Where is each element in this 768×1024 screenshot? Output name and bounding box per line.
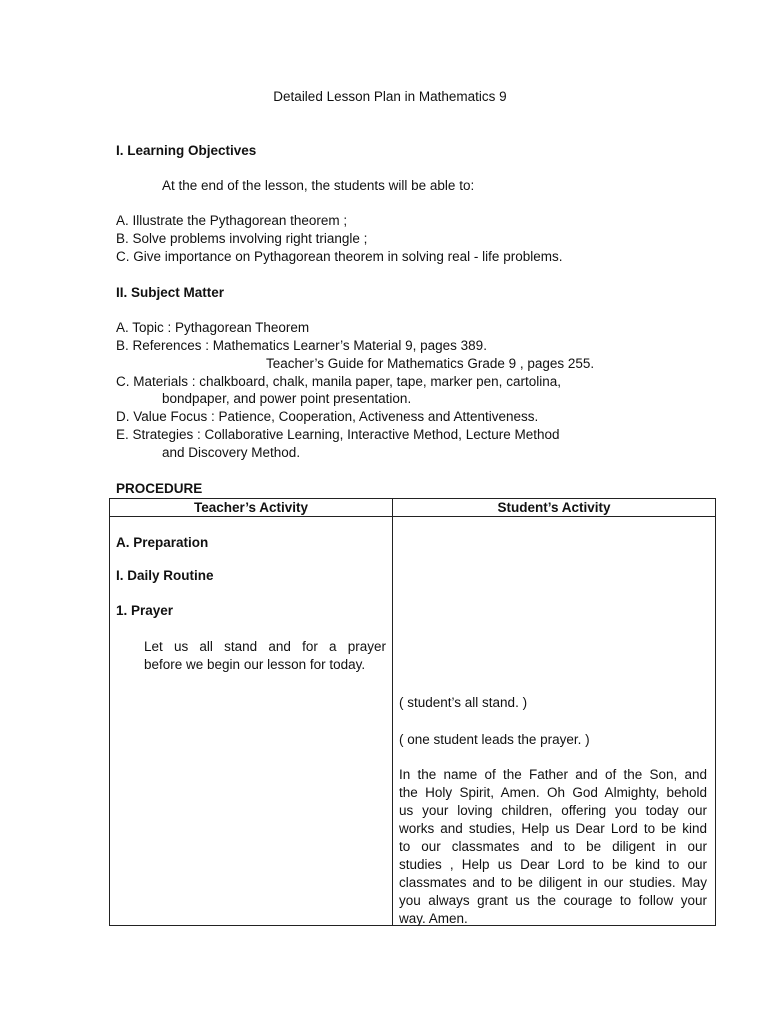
prayer-label: 1. Prayer [116,603,174,618]
procedure-table [109,498,716,926]
prayer-text-line: In the name of the Father and of the Son, and [399,767,707,782]
prayer-text-line: works and studies, Help us Dear Lord to be kind [399,821,707,836]
prayer-text-line: classmates and to be diligent in our studies. May [399,875,707,890]
student-activity-cell [393,517,716,926]
table-row [110,517,716,926]
prayer-text-line: you always grant us the courage to follow your [399,893,707,908]
subject-strategies-cont: and Discovery Method. [162,445,301,460]
teacher-activity-header: Teacher’s Activity [110,499,393,517]
subject-references-cont: Teacher’s Guide for Mathematics Grade 9 , pages 255. [266,356,595,371]
student-leads-note: ( one student leads the prayer. ) [399,732,590,747]
procedure-heading: PROCEDURE [116,481,203,496]
subject-materials: C. Materials : chalkboard, chalk, manila paper, tape, marker pen, cartolina, [116,374,561,389]
subject-value-focus: D. Value Focus : Patience, Cooperation, Activeness and Attentiveness. [116,409,539,424]
subject-strategies: E. Strategies : Collaborative Learning, Interactive Method, Lecture Method [116,427,560,442]
teacher-activity-cell [110,517,393,926]
objective-item: C. Give importance on Pythagorean theorem in solving real - life problems. [116,249,563,264]
subject-topic: A. Topic : Pythagorean Theorem [116,320,310,335]
subject-materials-cont: bondpaper, and power point presentation. [162,391,412,406]
prayer-text-line: the Holy Spirit, Amen. Oh God Almighty, behold [399,785,707,800]
objectives-intro: At the end of the lesson, the students will be able to: [162,178,475,193]
daily-routine-label: I. Daily Routine [116,568,214,583]
prayer-text-line: to our classmates and to be diligent in our [399,839,707,854]
objective-item: B. Solve problems involving right triangle ; [116,231,368,246]
subject-references: B. References : Mathematics Learner’s Material 9, pages 389. [116,338,487,353]
student-stand-note: ( student’s all stand. ) [399,695,528,710]
objective-item: A. Illustrate the Pythagorean theorem ; [116,213,348,228]
prayer-text-line: studies , Help us Dear Lord to be kind to our [399,857,707,872]
document-title: Detailed Lesson Plan in Mathematics 9 [273,89,507,104]
student-activity-header: Student’s Activity [393,499,716,517]
teacher-prayer-instruction-line: Let us all stand and for a prayer [144,639,386,654]
prayer-text-line: us your loving children, offering you today our [399,803,707,818]
teacher-prayer-instruction-line: before we begin our lesson for today. [144,657,366,672]
subject-heading: II. Subject Matter [116,285,225,300]
objectives-heading: I. Learning Objectives [116,143,257,158]
table-header-row [110,499,716,517]
preparation-label: A. Preparation [116,535,209,550]
prayer-text-line: way. Amen. [399,911,468,926]
